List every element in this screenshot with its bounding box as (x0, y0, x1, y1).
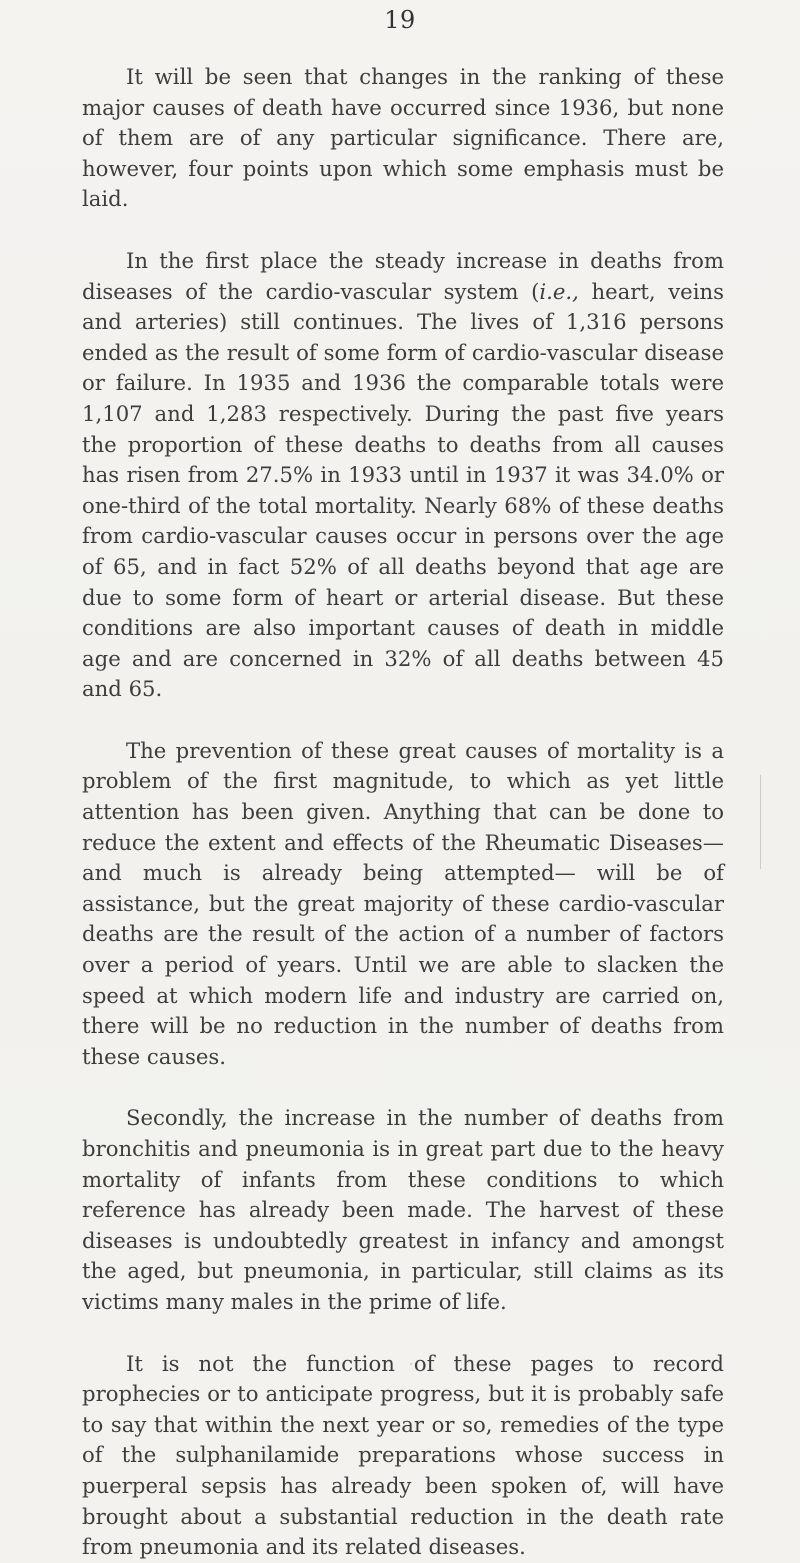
paragraph-ranking-changes: It will be seen that changes in the ranking of these major causes of death have occurred since 1936, but none of them are of any particular significance. There are, however, four points upon which some emphasis must be laid. (82, 64, 724, 212)
ie-abbreviation: i.e., (539, 278, 579, 304)
paragraph-sulphanilamide: It is not the function of these pages to record prophecies or to anticipate progress, but it is probably safe to say that within the next year or so, remedies of the type of the sulphanilamide preparations whose success in puerperal sepsis has already been spoken of, will have brought about a substantial reduction in the death rate from pneumonia and its related diseases. (82, 1350, 724, 1560)
scan-artifact-dot (410, 1363, 412, 1365)
page-number: 19 (384, 6, 416, 34)
scan-artifact-line (760, 775, 761, 869)
paragraph-cardio-vascular-start: In the first place the steady increase in deaths from diseases of the cardio-vascular system ( (82, 247, 724, 304)
body-text (82, 62, 724, 1563)
paragraph-prevention: The prevention of these great causes of mortality is a problem of the first magnitude, to which as yet little attention has been given. Anything that can be done to reduce the extent and effects of the Rheumatic Diseases—and much is already being attempted— will be of assistance, but the great majority of these cardio-vascular deaths are the result of the action of a number of factors over a period of years. Until we are able to slacken the speed at which modern life and industry are carried on, there will be no reduction in the number of deaths from these causes. (82, 737, 724, 1069)
paragraph-bronchitis-pneumonia: Secondly, the increase in the number of deaths from bronchitis and pneumonia is in great part due to the heavy mortality of infants from these conditions to which reference has already been made. The harvest of these diseases is undoubtedly greatest in infancy and amongst the aged, but pneumonia, in particular, still claims as its victims many males in the prime of life. (82, 1105, 724, 1314)
paragraph-cardio-vascular-rest: heart, veins and arteries) still continues. The lives of 1,316 persons ended as the result of some form of cardio-vascular disease or failure. In 1935 and 1936 the comparable totals were 1,107 and 1,283 respectively. During the past five years the proportion of these deaths to deaths from all causes has risen from 27.5% in 1933 until in 1937 it was 34.0% or one-third of the total mortality. Nearly 68% of these deaths from cardio-vascular causes occur in persons over the age of 65, and in fact 52% of all deaths beyond that age are due to some form of heart or arterial disease. But these conditions are also important causes of death in middle age and are concerned in 32% of all deaths between 45 and 65. (82, 278, 725, 702)
paragraph-cardio-vascular (82, 246, 724, 705)
